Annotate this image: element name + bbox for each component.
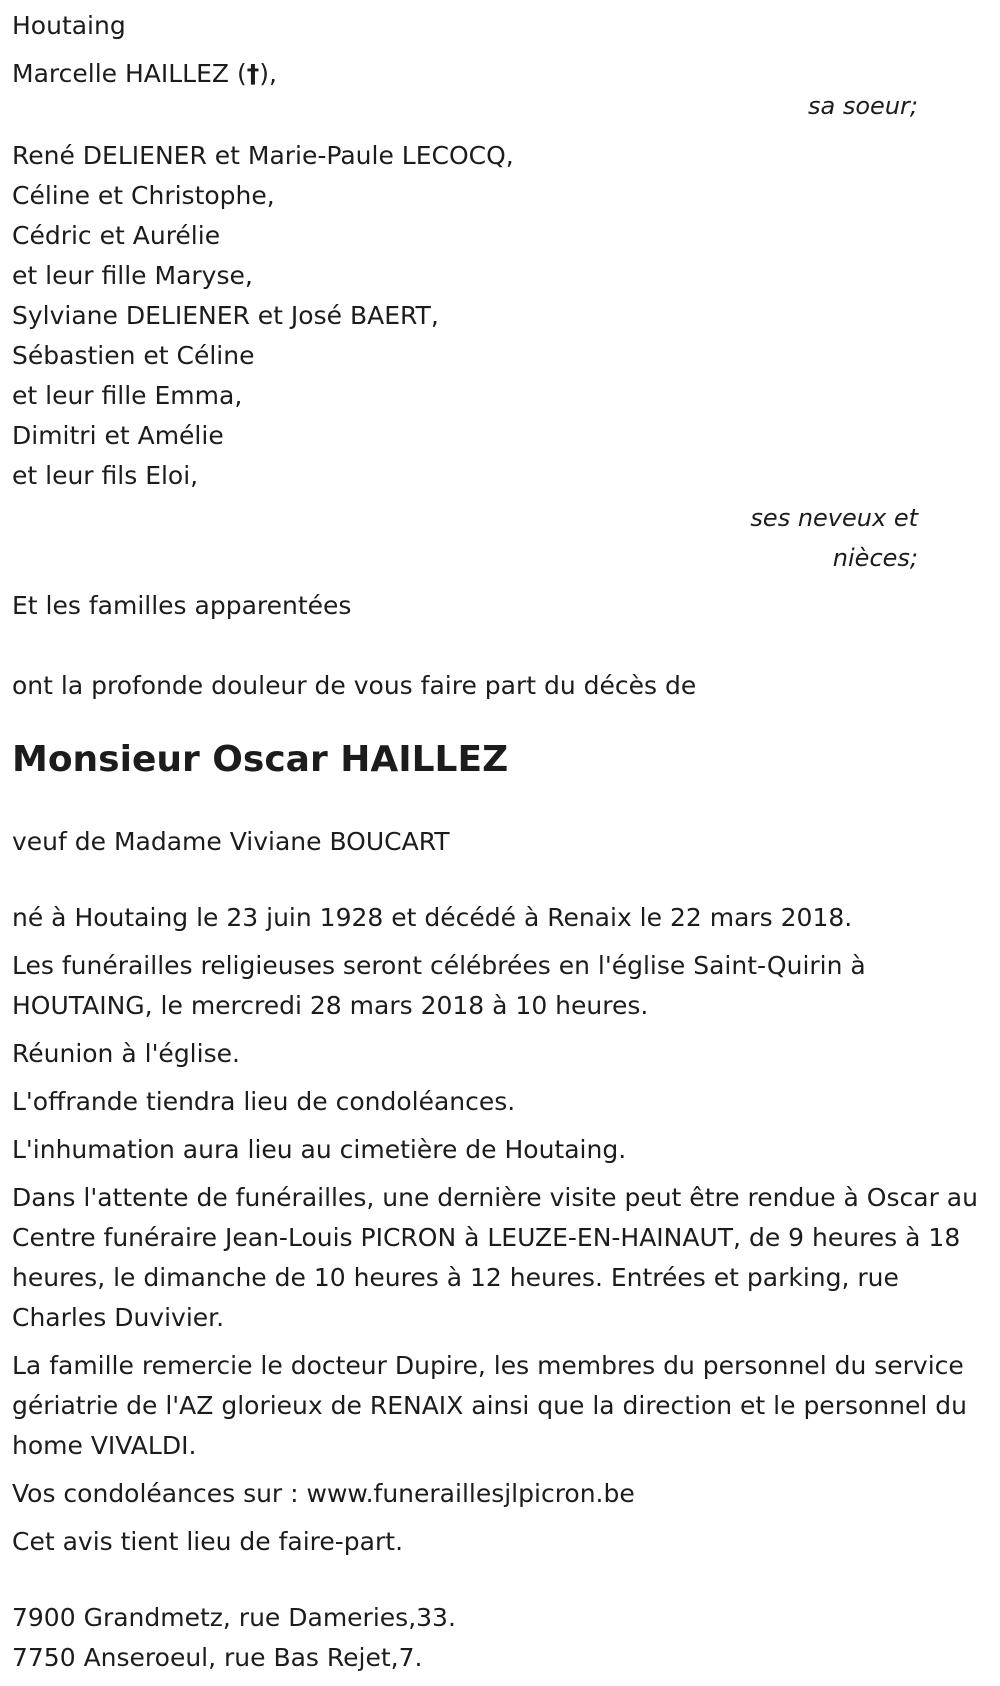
nephews-role-line2: nièces;: [832, 544, 918, 572]
nephew-line: Cédric et Aurélie: [12, 221, 221, 250]
cross-icon: †: [246, 59, 260, 88]
announcement: ont la profonde douleur de vous faire part du décès de: [12, 671, 697, 700]
nephew-line: René DELIENER et Marie-Paule LECOCQ,: [12, 141, 514, 170]
families-line: Et les familles apparentées: [12, 591, 352, 620]
nephew-line: Sébastien et Céline: [12, 341, 255, 370]
visit-paragraph: Dans l'attente de funérailles, une dernière visite peut être rendue à Oscar au Centre funéraire Jean-Louis PICRON à LEUZE-EN-HAINAUT, de 9 heures à 18 heures, le dimanche de 10 heures à 12 heures. Entrées et parking, rue Charles Duvivier.: [12, 1183, 978, 1332]
funeral-paragraph: Les funérailles religieuses seront célébrées en l'église Saint-Quirin à HOUTAING, le mercredi 28 mars 2018 à 10 heures.: [12, 951, 866, 1020]
obituary-notice: [0, 6, 1000, 1686]
address-line: 7750 Anseroeul, rue Bas Rejet,7.: [12, 1643, 423, 1672]
nephew-line: et leur fille Emma,: [12, 381, 243, 410]
nephew-line: Céline et Christophe,: [12, 181, 275, 210]
nephew-line: Sylviane DELIENER et José BAERT,: [12, 301, 439, 330]
sister-name-suffix: ),: [259, 59, 277, 88]
address-line: 7900 Grandmetz, rue Dameries,33.: [12, 1603, 456, 1632]
nephews-list: [12, 136, 988, 496]
burial-paragraph: L'inhumation aura lieu au cimetière de Houtaing.: [12, 1135, 627, 1164]
deceased-name: Monsieur Oscar HAILLEZ: [12, 739, 509, 780]
sister-role: sa soeur;: [808, 92, 918, 120]
nephews-role-line1: ses neveux et: [750, 504, 918, 532]
widower-line: veuf de Madame Viviane BOUCART: [12, 827, 450, 856]
notice-paragraph: Cet avis tient lieu de faire-part.: [12, 1527, 404, 1556]
meeting-paragraph: Réunion à l'église.: [12, 1039, 240, 1068]
nephew-line: et leur fille Maryse,: [12, 261, 253, 290]
nephew-line: Dimitri et Amélie: [12, 421, 224, 450]
birth-death-paragraph: né à Houtaing le 23 juin 1928 et décédé à Renaix le 22 mars 2018.: [12, 903, 853, 932]
offering-paragraph: L'offrande tiendra lieu de condoléances.: [12, 1087, 516, 1116]
condolences-link[interactable]: Vos condoléances sur : www.funeraillesjlpicron.be: [12, 1479, 635, 1508]
sister-name: Marcelle HAILLEZ (: [12, 59, 247, 88]
nephew-line: et leur fils Eloi,: [12, 461, 199, 490]
town-name: Houtaing: [12, 11, 126, 40]
thanks-paragraph: La famille remercie le docteur Dupire, les membres du personnel du service gériatrie de l'AZ glorieux de RENAIX ainsi que la direction et le personnel du home VIVALDI.: [12, 1351, 967, 1460]
